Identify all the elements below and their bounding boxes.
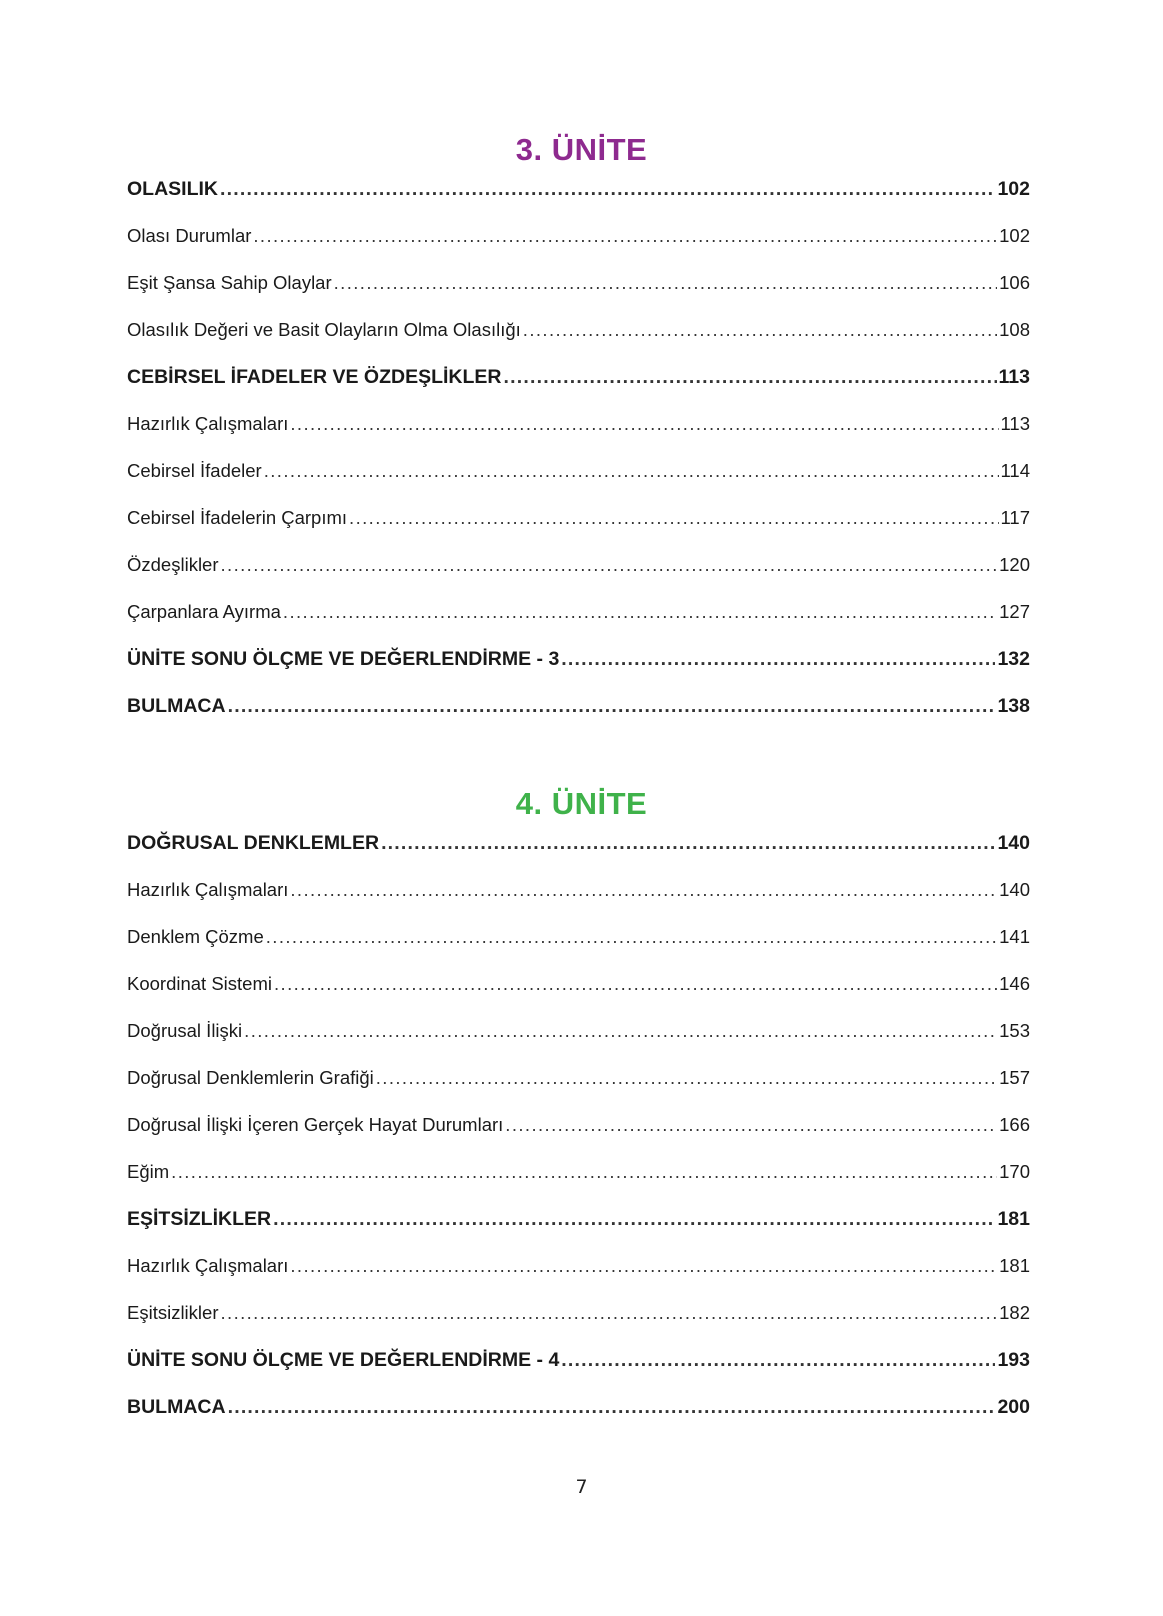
toc-subsection-entry[interactable] [127, 413, 1030, 460]
toc-entry-label: Eşitsizlikler [127, 1302, 219, 1323]
toc-subsection-entry[interactable] [127, 1020, 1030, 1067]
toc-subsection-entry[interactable] [127, 1302, 1030, 1349]
toc-entry-label: Doğrusal Denklemlerin Grafiği [127, 1067, 374, 1088]
toc-dot-leader [228, 695, 996, 718]
toc-dot-leader [523, 319, 997, 341]
toc-entry-page-number: 182 [999, 1302, 1030, 1323]
toc-entry-page-number: 200 [997, 1396, 1030, 1418]
toc-entry-label: Hazırlık Çalışmaları [127, 413, 289, 434]
toc-entry-page-number: 132 [997, 648, 1030, 670]
toc-entry-page-number: 108 [999, 319, 1030, 340]
toc-entry-page-number: 170 [999, 1161, 1030, 1182]
unit-4-title: 4. ÜNİTE [515, 786, 648, 821]
toc-subsection-entry[interactable] [127, 973, 1030, 1020]
toc-dot-leader [273, 1208, 995, 1231]
toc-entry-page-number: 146 [999, 973, 1030, 994]
toc-entry-page-number: 120 [999, 554, 1030, 575]
toc-entry-page-number: 117 [1000, 507, 1030, 528]
toc-entry-page-number: 114 [1000, 460, 1030, 481]
toc-section-entry[interactable] [127, 178, 1030, 225]
toc-entry-page-number: 138 [997, 695, 1030, 717]
toc-entry-label: BULMACA [127, 1396, 226, 1418]
toc-subsection-entry[interactable] [127, 1255, 1030, 1302]
toc-subsection-entry[interactable] [127, 879, 1030, 926]
toc-entry-page-number: 140 [999, 879, 1030, 900]
toc-entry-page-number: 127 [999, 601, 1030, 622]
toc-subsection-entry[interactable] [127, 601, 1030, 648]
toc-entry-label: Doğrusal İlişki İçeren Gerçek Hayat Durumları [127, 1114, 504, 1135]
toc-entry-label: Hazırlık Çalışmaları [127, 1255, 289, 1276]
toc-section-entry[interactable] [127, 366, 1030, 413]
toc-subsection-entry[interactable] [127, 460, 1030, 507]
unit-3-title: 3. ÜNİTE [515, 132, 648, 167]
toc-entry-label: Denklem Çözme [127, 926, 264, 947]
toc-entry-label: Eğim [127, 1161, 170, 1182]
toc-dot-leader [334, 272, 997, 294]
toc-entry-label: ÜNİTE SONU ÖLÇME VE DEĞERLENDİRME - 4 [127, 1349, 560, 1371]
toc-dot-leader [376, 1067, 997, 1089]
toc-dot-leader [264, 460, 999, 482]
toc-dot-leader [253, 225, 997, 247]
toc-entry-label: Olası Durumlar [127, 225, 252, 246]
toc-dot-leader [283, 601, 997, 623]
toc-section-entry[interactable] [127, 1349, 1030, 1396]
toc-entry-label: Hazırlık Çalışmaları [127, 879, 289, 900]
toc-dot-leader [244, 1020, 997, 1042]
toc-entry-page-number: 113 [998, 366, 1030, 388]
toc-dot-leader [290, 413, 998, 435]
toc-section-entry[interactable] [127, 832, 1030, 879]
unit-3-toc-list [127, 178, 1030, 742]
toc-entry-page-number: 102 [997, 178, 1030, 200]
toc-section-entry[interactable] [127, 695, 1030, 742]
toc-dot-leader [228, 1396, 996, 1419]
toc-dot-leader [266, 926, 997, 948]
toc-section-entry[interactable] [127, 1396, 1030, 1443]
toc-dot-leader [290, 1255, 997, 1277]
toc-entry-page-number: 181 [999, 1255, 1030, 1276]
toc-subsection-entry[interactable] [127, 1067, 1030, 1114]
toc-subsection-entry[interactable] [127, 507, 1030, 554]
toc-entry-page-number: 157 [999, 1067, 1030, 1088]
toc-dot-leader [220, 1302, 997, 1324]
toc-entry-label: OLASILIK [127, 178, 218, 200]
toc-entry-page-number: 181 [997, 1208, 1030, 1230]
toc-dot-leader [221, 554, 998, 576]
toc-entry-page-number: 102 [999, 225, 1030, 246]
toc-subsection-entry[interactable] [127, 272, 1030, 319]
toc-entry-page-number: 113 [1000, 413, 1030, 434]
toc-subsection-entry[interactable] [127, 1114, 1030, 1161]
toc-entry-page-number: 153 [999, 1020, 1030, 1041]
toc-dot-leader [171, 1161, 997, 1183]
toc-dot-leader [505, 1114, 997, 1136]
toc-dot-leader [504, 366, 997, 389]
toc-entry-label: Olasılık Değeri ve Basit Olayların Olma Olasılığı [127, 319, 521, 340]
toc-entry-label: Çarpanlara Ayırma [127, 601, 281, 622]
toc-entry-page-number: 140 [997, 832, 1030, 854]
unit-4-toc-list [127, 832, 1030, 1443]
toc-dot-leader [220, 178, 995, 201]
toc-dot-leader [290, 879, 997, 901]
toc-entry-page-number: 141 [999, 926, 1030, 947]
toc-entry-label: CEBİRSEL İFADELER VE ÖZDEŞLİKLER [127, 366, 502, 388]
toc-section-entry[interactable] [127, 648, 1030, 695]
toc-entry-label: Koordinat Sistemi [127, 973, 272, 994]
toc-entry-label: EŞİTSİZLİKLER [127, 1208, 272, 1230]
toc-entry-page-number: 166 [999, 1114, 1030, 1135]
toc-entry-label: Doğrusal İlişki [127, 1020, 243, 1041]
toc-entry-label: Özdeşlikler [127, 554, 219, 575]
toc-subsection-entry[interactable] [127, 1161, 1030, 1208]
toc-dot-leader [349, 507, 998, 529]
toc-dot-leader [274, 973, 997, 995]
toc-entry-label: Cebirsel İfadeler [127, 460, 262, 481]
toc-dot-leader [561, 648, 995, 671]
toc-section-entry[interactable] [127, 1208, 1030, 1255]
toc-entry-label: Cebirsel İfadelerin Çarpımı [127, 507, 348, 528]
toc-entry-label: Eşit Şansa Sahip Olaylar [127, 272, 332, 293]
toc-entry-label: BULMACA [127, 695, 226, 717]
toc-subsection-entry[interactable] [127, 554, 1030, 601]
toc-entry-page-number: 193 [997, 1349, 1030, 1371]
toc-subsection-entry[interactable] [127, 225, 1030, 272]
page-number: 7 [575, 1476, 588, 1498]
toc-entry-label: ÜNİTE SONU ÖLÇME VE DEĞERLENDİRME - 3 [127, 648, 560, 670]
toc-entry-label: DOĞRUSAL DENKLEMLER [127, 832, 380, 854]
toc-dot-leader [561, 1349, 995, 1372]
toc-entry-page-number: 106 [999, 272, 1030, 293]
toc-subsection-entry[interactable] [127, 319, 1030, 366]
toc-subsection-entry[interactable] [127, 926, 1030, 973]
toc-dot-leader [381, 832, 995, 855]
